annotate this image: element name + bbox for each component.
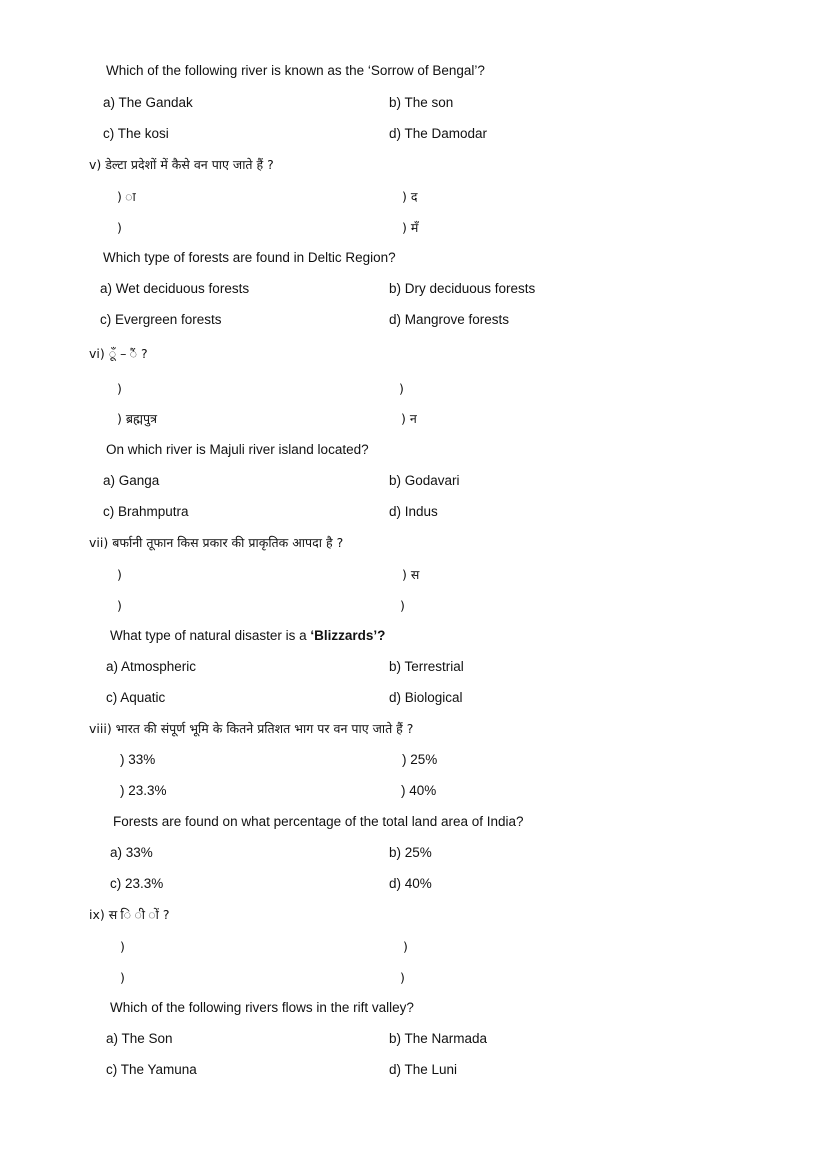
option-a: a) 33% <box>110 845 153 860</box>
option-d: d) 40% <box>389 876 432 891</box>
option-a-hindi: ) ा <box>117 189 136 204</box>
option-b: b) 25% <box>389 845 432 860</box>
option-d-hindi: ) <box>400 598 405 613</box>
option-b: b) Dry deciduous forests <box>389 281 536 296</box>
option-c: c) The Yamuna <box>106 1062 197 1077</box>
question-vii-hindi: vii) बर्फानी तूफान किस प्रकार की प्राकृतिक आपदा है ? <box>89 535 344 550</box>
option-b: b) The son <box>389 95 454 110</box>
option-a: a) Atmospheric <box>106 659 197 674</box>
option-d: d) Indus <box>389 504 438 519</box>
question-vi-english: On which river is Majuli river island located? <box>106 442 369 457</box>
question-ix-hindi: ix) स ि ी ों ? <box>89 907 170 922</box>
option-b-hindi: ) द <box>402 189 418 204</box>
option-c-hindi: ) ब्रह्मपुत्र <box>117 411 158 426</box>
option-a-hindi: ) <box>120 939 125 954</box>
option-c-hindi: ) <box>120 970 125 985</box>
option-a: a) Ganga <box>103 473 160 488</box>
option-b-hindi: ) <box>399 381 404 396</box>
option-d: d) Mangrove forests <box>389 312 510 327</box>
option-d-hindi: ) न <box>401 411 417 426</box>
option-b: b) Godavari <box>389 473 460 488</box>
question-term-bold: ‘Blizzards’? <box>310 628 386 643</box>
option-a: a) The Gandak <box>103 95 193 110</box>
option-b: b) Terrestrial <box>389 659 464 674</box>
option-c-hindi: ) <box>117 220 122 235</box>
option-c: c) 23.3% <box>110 876 164 891</box>
question-viii-english: Forests are found on what percentage of the total land area of India? <box>113 814 524 829</box>
option-b: b) The Narmada <box>389 1031 488 1046</box>
option-c: c) The kosi <box>103 126 169 141</box>
question-v-english: Which type of forests are found in Deltic Region? <box>103 250 396 265</box>
option-b-hindi: ) <box>403 939 408 954</box>
option-d-hindi: ) <box>400 970 405 985</box>
option-c-hindi: ) 23.3% <box>120 783 167 798</box>
question-viii-hindi: viii) भारत की संपूर्ण भूमि के कितने प्रतिशत भाग पर वन पाए जाते हैं ? <box>89 721 414 736</box>
option-d-hindi: ) मँ <box>402 220 419 235</box>
option-b-hindi: ) 25% <box>402 752 438 767</box>
option-d: d) The Damodar <box>389 126 488 141</box>
option-c-hindi: ) <box>117 598 122 613</box>
option-d-hindi: ) 40% <box>401 783 437 798</box>
question-vi-hindi: vi) ूँ – ैं ? <box>89 346 148 361</box>
option-c: c) Evergreen forests <box>100 312 222 327</box>
option-c: c) Brahmputra <box>103 504 189 519</box>
option-a: a) Wet deciduous forests <box>100 281 250 296</box>
question-ix-english: Which of the following rivers flows in the rift valley? <box>110 1000 414 1015</box>
option-a-hindi: ) 33% <box>120 752 156 767</box>
option-c: c) Aquatic <box>106 690 166 705</box>
option-a-hindi: ) <box>117 567 122 582</box>
option-a-hindi: ) <box>117 381 122 396</box>
option-d: d) Biological <box>389 690 463 705</box>
question-iv-english: Which of the following river is known as the ‘Sorrow of Bengal’? <box>106 63 485 78</box>
option-d: d) The Luni <box>389 1062 458 1077</box>
question-vii-english <box>110 628 385 644</box>
question-v-hindi: v) डेल्टा प्रदेशों में कैसे वन पाए जाते हैं ? <box>89 157 274 172</box>
question-text: What type of natural disaster is a <box>110 628 311 643</box>
option-a: a) The Son <box>106 1031 173 1046</box>
option-b-hindi: ) स <box>402 567 420 582</box>
